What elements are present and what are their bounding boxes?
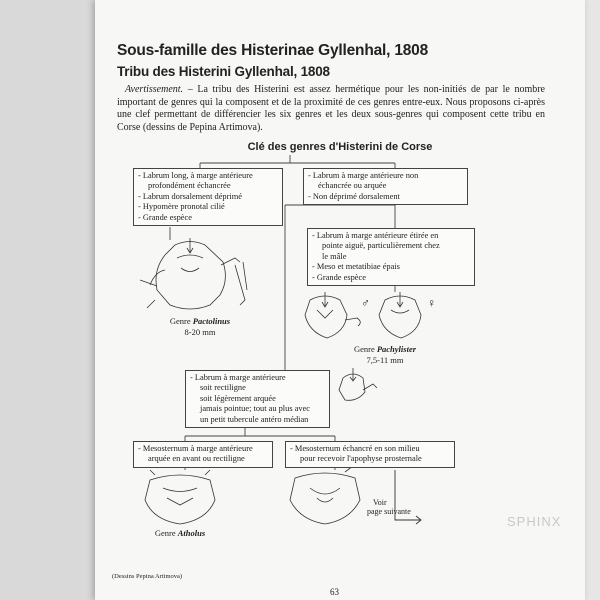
key-box-3-line: - Grande espèce	[312, 272, 366, 282]
key-box-1-line: - Grande espèce	[138, 212, 192, 222]
voir-line: Voir	[373, 498, 387, 507]
pachylister-female-drawing	[379, 292, 421, 338]
key-box-3	[307, 228, 475, 286]
page-edge	[585, 0, 600, 600]
key-box-6-line: pour recevoir l'apophyse prosternale	[300, 454, 422, 464]
key-box-5-line: - Mesosternum à marge antérieure	[138, 444, 253, 453]
key-box-5	[133, 441, 273, 468]
key-box-2-line: - Labrum à marge antérieure non	[308, 171, 419, 180]
key-box-3-line: pointe aiguë, particulièrement chez	[322, 241, 440, 251]
intro-lead: Avertissement.	[125, 84, 184, 95]
key-box-4-line: un petit tubercule antéro médian	[200, 414, 309, 424]
key-box-3-line: - Meso et metatibiae épais	[312, 262, 400, 272]
atholus-drawing	[145, 470, 215, 524]
key-box-4	[185, 370, 330, 428]
genus-size: 7,5-11 mm	[366, 355, 404, 365]
female-symbol: ♀	[427, 296, 436, 310]
key-box-2-line: - Non déprimé dorsalement	[308, 191, 400, 201]
key-box-4-line: soit rectiligne	[200, 383, 246, 393]
genus-name: Pachylister	[376, 344, 417, 354]
genus-name: Pactolinus	[192, 316, 231, 326]
genus-pachylister	[330, 344, 440, 366]
key-diagram	[95, 0, 585, 600]
book-page	[95, 0, 585, 600]
pactolinus-drawing	[140, 238, 247, 309]
genus-pactolinus	[155, 316, 245, 338]
key-box-2-line: échancrée ou arquée	[318, 181, 387, 191]
key-title: Clé des genres d'Histerini de Corse	[247, 141, 433, 153]
key-box-1	[133, 168, 283, 226]
pachylister-male-drawing	[305, 292, 360, 338]
genus-size: 8-20 mm	[184, 327, 216, 337]
key-box-3-line: - Labrum à marge antérieure étirée en	[312, 231, 439, 240]
genus-prefix: Genre	[353, 344, 377, 354]
voir-line: page suivante	[367, 507, 411, 516]
key-box-6-line: - Mesosternum échancré en son milieu	[290, 444, 420, 453]
key-box-6	[285, 441, 455, 468]
key-box-4-line: soit légèrement arquée	[200, 393, 276, 403]
key-box-3-line: le mâle	[322, 251, 347, 261]
page-number: 63	[330, 587, 339, 597]
male-symbol: ♂	[361, 296, 370, 310]
mesosternum-drawing	[290, 466, 360, 524]
key-box-1-line: - Hypomère pronotal cilié	[138, 202, 225, 212]
key-box-5-line: arquée en avant ou rectiligne	[148, 454, 245, 464]
genus-prefix: Genre	[154, 528, 178, 538]
key-box-1-line: - Labrum long, à marge antérieure	[138, 171, 253, 180]
labrum-drawing	[339, 368, 377, 400]
key-box-1-line: - Labrum dorsalement déprimé	[138, 191, 242, 201]
drawing-credit: (Dessins Pepina Artimova)	[112, 573, 183, 580]
genus-atholus	[135, 528, 225, 539]
key-box-1-line: profondément échancrée	[148, 181, 231, 191]
genus-prefix: Genre	[169, 316, 193, 326]
see-next-page	[367, 498, 411, 516]
intro-text: – La tribu des Histerini est assez hermétique pour les non-initiés de par le nombre important de genres qui la composent et de la proximité de ces genres entre-eux. Nous proposons ci-après une clef permettant de différencier les six genres et les deux sous-genres qui composent cette tribu en Corse (dessins de Pepina Artimova).	[117, 84, 545, 133]
watermark: SPHINX	[507, 514, 562, 529]
key-box-4-line: - Labrum à marge antérieure	[190, 373, 286, 382]
page-subtitle: Tribu des Histerini Gyllenhal, 1808	[117, 64, 330, 79]
key-box-2	[303, 168, 468, 205]
page-title: Sous-famille des Histerinae Gyllenhal, 1808	[117, 42, 429, 59]
key-box-4-line: jamais pointue; tout au plus avec	[200, 404, 311, 414]
genus-name: Atholus	[177, 528, 206, 538]
